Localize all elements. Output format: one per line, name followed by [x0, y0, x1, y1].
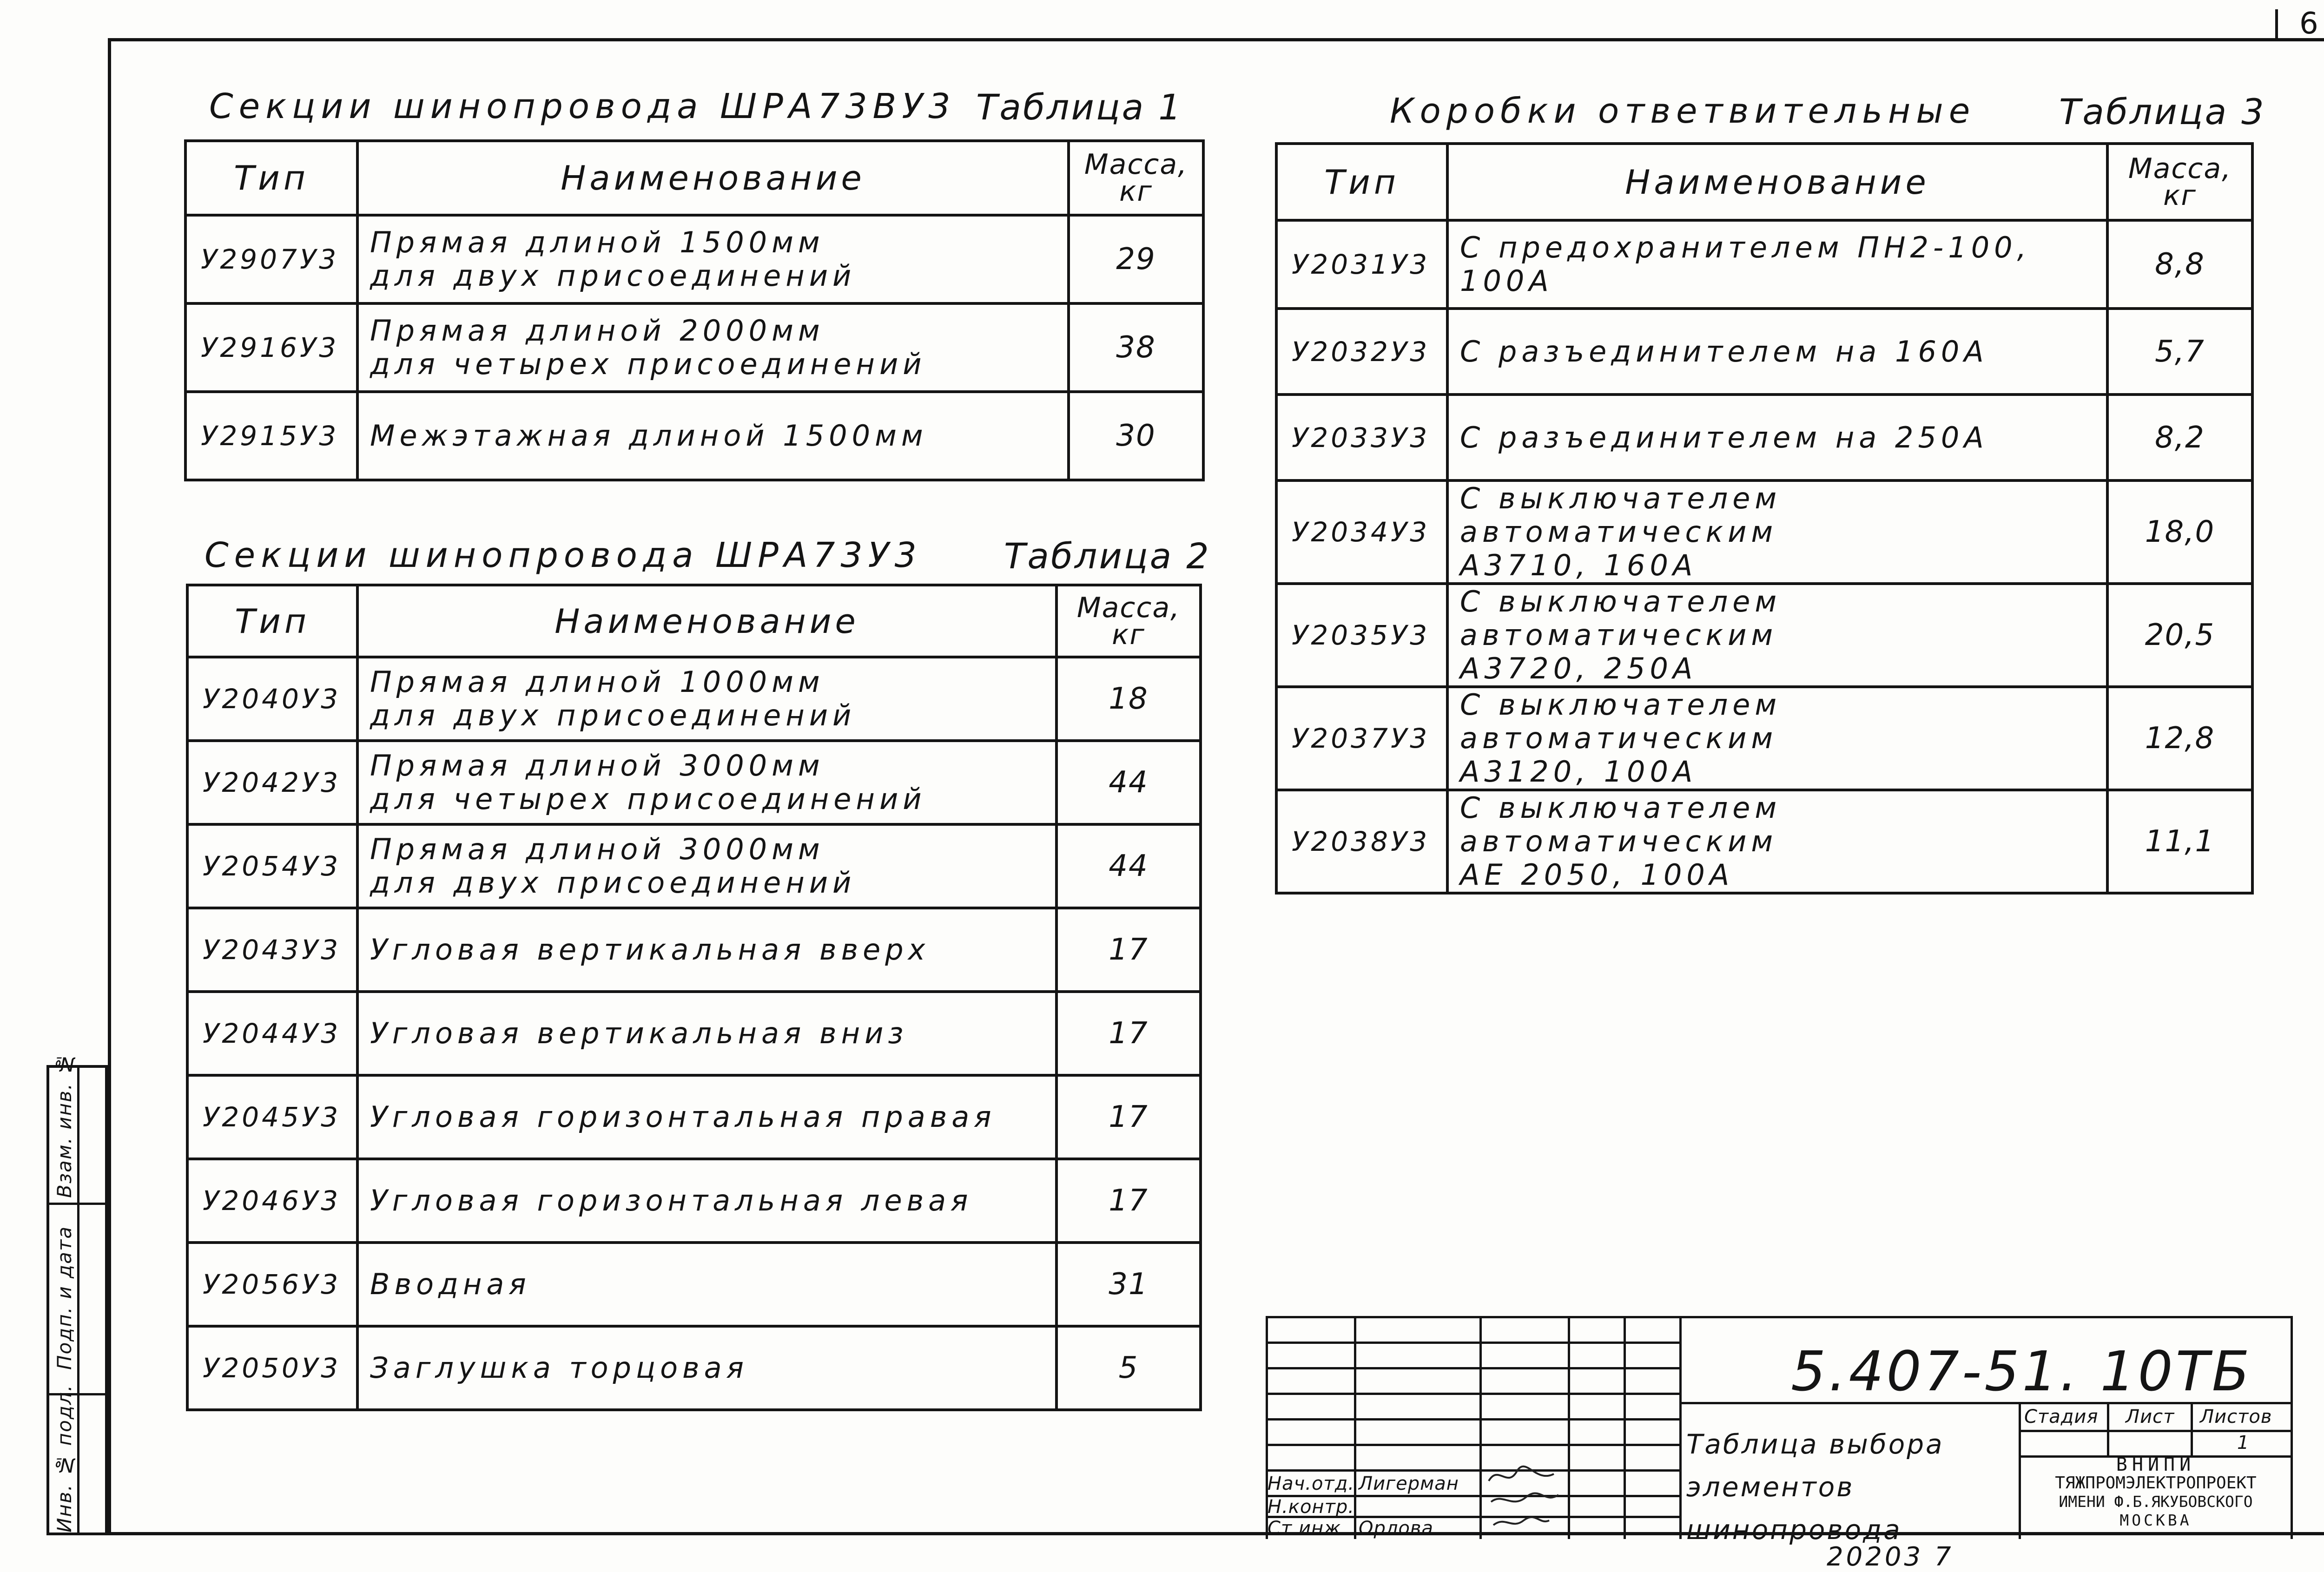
row-name: Угловая горизонтальная правая [357, 1075, 1056, 1159]
row-type: У2045У3 [187, 1075, 357, 1159]
stamp-top-line [1266, 1316, 2293, 1318]
table-row [1276, 790, 2252, 893]
stage-label: Стадия [2024, 1406, 2099, 1427]
row-type: У2043У3 [187, 908, 357, 992]
row-type: У2035У3 [1276, 584, 1447, 687]
row-type: У2044У3 [187, 992, 357, 1075]
row-type: У2031У3 [1276, 220, 1447, 309]
row-type: У2033У3 [1276, 395, 1447, 480]
row-name: С выключателем автоматическим А3120, 100А [1447, 687, 2107, 790]
table1-header-type: Тип [185, 141, 357, 215]
signature-scribble [1484, 1455, 1563, 1537]
side-inv-orig: Инв. № подл. [53, 1384, 76, 1533]
org-line3: ИМЕНИ Ф.Б.ЯКУБОВСКОГО [2059, 1493, 2253, 1511]
table-row [187, 1075, 1201, 1159]
row-mass: 8,8 [2107, 220, 2252, 309]
side-inv-replace: Взам. инв. № [53, 1052, 76, 1198]
row-mass: 18,0 [2107, 480, 2252, 584]
table-row [187, 741, 1201, 824]
row-mass: 18 [1056, 657, 1201, 741]
row-mass: 12,8 [2107, 687, 2252, 790]
role-label: Н.контр. [1268, 1496, 1354, 1518]
stamp-col [1568, 1316, 1570, 1539]
sheet-number-box [2275, 7, 2324, 41]
table2-title: Секции шинопровода ШРА73У3 [205, 535, 922, 575]
table-row [1276, 395, 2252, 480]
table3-header-mass: Масса, кг [2107, 144, 2252, 220]
table2-header-name: Наименование [357, 585, 1056, 657]
row-name: С выключателем автоматическим А3720, 250А [1447, 584, 2107, 687]
row-name: Прямая длиной 1500мм для двух присоединений [357, 215, 1069, 303]
stamp-right-line [2291, 1316, 2293, 1539]
stamp-row [1266, 1444, 1679, 1446]
table-row [1276, 309, 2252, 395]
row-name: С предохранителем ПН2-100, 100А [1447, 220, 2107, 309]
table1-title: Секции шинопровода ШРА73ВУ3 [209, 86, 956, 126]
row-mass: 8,2 [2107, 395, 2252, 480]
role-label: Ст.инж. [1268, 1518, 1347, 1539]
row-mass: 5 [1056, 1326, 1201, 1410]
bottom-number: 20203 7 [1827, 1542, 1954, 1572]
row-name: Угловая горизонтальная левая [357, 1159, 1056, 1243]
row-name: Прямая длиной 1000мм для двух присоединений [357, 657, 1056, 741]
row-type: У2040У3 [187, 657, 357, 741]
row-type: У2038У3 [1276, 790, 1447, 893]
row-mass: 5,7 [2107, 309, 2252, 395]
row-mass: 44 [1056, 741, 1201, 824]
row-mass: 17 [1056, 1159, 1201, 1243]
row-type: У2907У3 [185, 215, 357, 303]
table-row [187, 1326, 1201, 1410]
row-mass: 30 [1069, 392, 1203, 480]
row-name: Прямая длиной 2000мм для четырех присоединений [357, 303, 1069, 392]
table-row [185, 215, 1203, 303]
row-type: У2916У3 [185, 303, 357, 392]
table1 [184, 139, 1205, 481]
table3-header-type: Тип [1276, 144, 1447, 220]
org-block [2021, 1455, 2291, 1530]
row-name: Межэтажная длиной 1500мм [357, 392, 1069, 480]
org-line1: ВНИПИ [2116, 1454, 2196, 1475]
table1-label: Таблица 1 [976, 86, 1183, 128]
table-row [187, 657, 1201, 741]
org-line2: ТЯЖПРОМЭЛЕКТРОПРОЕКТ [2055, 1473, 2257, 1493]
sheets-label: Листов [2200, 1406, 2272, 1427]
table3-header-row [1276, 144, 2252, 220]
table1-header-name: Наименование [357, 141, 1069, 215]
role-name: Лигерман [1359, 1473, 1459, 1494]
row-mass: 11,1 [2107, 790, 2252, 893]
table3 [1275, 142, 2254, 895]
stamp-row [2019, 1430, 2293, 1432]
table-row [187, 824, 1201, 908]
table1-header-mass: Масса, кг [1069, 141, 1203, 215]
row-type: У2046У3 [187, 1159, 357, 1243]
row-name: Заглушка торцовая [357, 1326, 1056, 1410]
table-row [187, 1159, 1201, 1243]
doc-code: 5.407-51. 10ТБ [1791, 1339, 2252, 1403]
table-row [187, 908, 1201, 992]
side-divider [49, 1203, 105, 1205]
stamp-row [1266, 1393, 1679, 1395]
table-row [185, 303, 1203, 392]
stamp-row [1266, 1342, 1679, 1344]
stamp-row [1266, 1367, 1679, 1369]
row-type: У2915У3 [185, 392, 357, 480]
role-name: Орлова [1359, 1518, 1433, 1539]
table2-header-type: Тип [187, 585, 357, 657]
side-stamp [46, 1052, 108, 1535]
row-mass: 29 [1069, 215, 1203, 303]
row-mass: 17 [1056, 1075, 1201, 1159]
table1-header-row [185, 141, 1203, 215]
row-name: Угловая вертикальная вниз [357, 992, 1056, 1075]
stamp-row [1266, 1469, 1679, 1472]
table2-label: Таблица 2 [1004, 535, 1211, 577]
row-name: Вводная [357, 1243, 1056, 1326]
org-line4: МОСКВА [2119, 1511, 2192, 1529]
row-name: Прямая длиной 3000мм для четырех присоединений [357, 741, 1056, 824]
role-label: Нач.отд. [1268, 1473, 1355, 1494]
table3-label: Таблица 3 [2059, 91, 2266, 132]
table-row [1276, 687, 2252, 790]
stamp-col [2191, 1402, 2193, 1455]
row-type: У2034У3 [1276, 480, 1447, 584]
sheets-value: 1 [2237, 1432, 2250, 1454]
table-row [185, 392, 1203, 480]
row-mass: 17 [1056, 992, 1201, 1075]
table3-title: Коробки ответвительные [1390, 91, 1976, 131]
row-type: У2054У3 [187, 824, 357, 908]
table3-header-name: Наименование [1447, 144, 2107, 220]
row-type: У2050У3 [187, 1326, 357, 1410]
table2-header-mass: Масса, кг [1056, 585, 1201, 657]
stamp-row [1266, 1418, 1679, 1421]
table-row [1276, 220, 2252, 309]
table-row [1276, 480, 2252, 584]
side-sign-date: Подп. и дата [53, 1225, 76, 1370]
table2 [186, 584, 1202, 1411]
row-mass: 17 [1056, 908, 1201, 992]
row-type: У2056У3 [187, 1243, 357, 1326]
doc-title: Таблица выбора элементов шинопровода [1686, 1428, 1944, 1546]
stamp-col [2107, 1402, 2109, 1455]
row-name: С выключателем автоматическим А3710, 160А [1447, 480, 2107, 584]
row-name: С выключателем автоматическим АЕ 2050, 100А [1447, 790, 2107, 893]
row-name: С разъединителем на 160А [1447, 309, 2107, 395]
sheet-label: Лист [2126, 1406, 2175, 1427]
row-name: Угловая вертикальная вверх [357, 908, 1056, 992]
row-mass: 44 [1056, 824, 1201, 908]
stamp-col [1479, 1316, 1482, 1539]
table-row [1276, 584, 2252, 687]
stamp-col [1624, 1316, 1626, 1539]
row-type: У2032У3 [1276, 309, 1447, 395]
row-name: Прямая длиной 3000мм для двух присоединений [357, 824, 1056, 908]
row-mass: 20,5 [2107, 584, 2252, 687]
row-mass: 31 [1056, 1243, 1201, 1326]
row-name: С разъединителем на 250А [1447, 395, 2107, 480]
table-row [187, 992, 1201, 1075]
row-type: У2037У3 [1276, 687, 1447, 790]
row-mass: 38 [1069, 303, 1203, 392]
title-block [1266, 1316, 2324, 1546]
row-type: У2042У3 [187, 741, 357, 824]
table2-header-row [187, 585, 1201, 657]
sheet-number: 6 [2299, 7, 2318, 41]
table-row [187, 1243, 1201, 1326]
stamp-col [1679, 1316, 1682, 1539]
